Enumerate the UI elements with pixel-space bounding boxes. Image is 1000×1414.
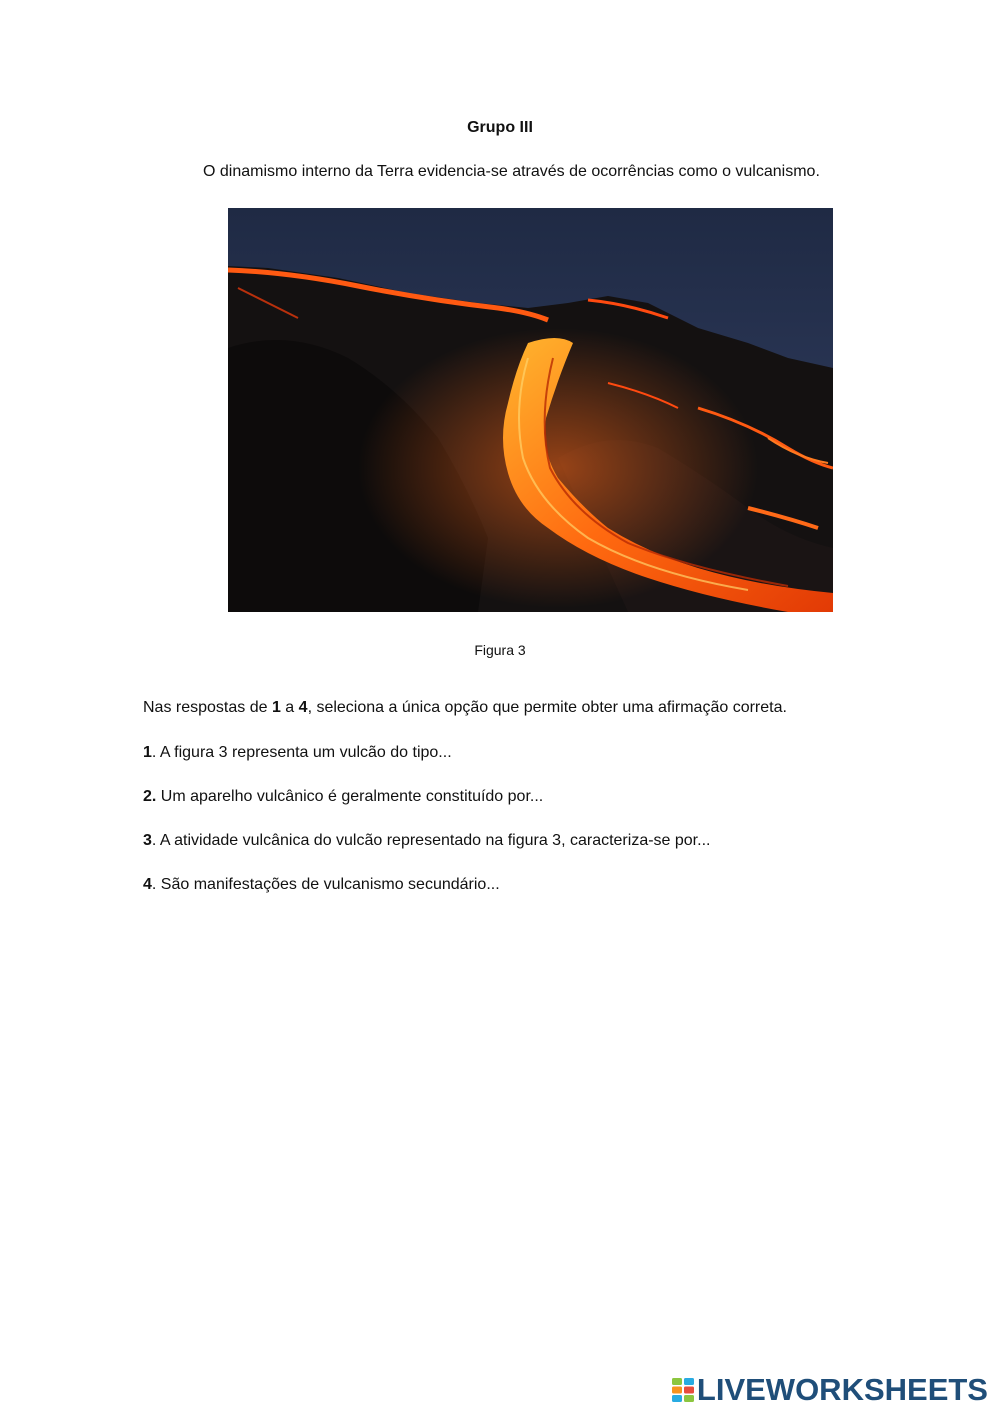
instructions-num-start: 1 [271, 699, 281, 716]
liveworksheets-logo-icon [672, 1378, 694, 1402]
question-number: 2. [143, 788, 157, 805]
group-title: Grupo III [467, 119, 533, 136]
question-2 [143, 788, 543, 806]
instructions [143, 699, 787, 717]
question-text: . São manifestações de vulcanismo secundário... [151, 876, 500, 893]
instructions-middle: a [280, 699, 299, 716]
liveworksheets-watermark[interactable] [672, 1374, 988, 1406]
question-4 [143, 876, 500, 894]
question-number: 3 [143, 832, 152, 849]
instructions-prefix: Nas respostas de [143, 699, 272, 716]
question-text: . A atividade vulcânica do vulcão representado na figura 3, caracteriza-se por... [151, 832, 711, 849]
question-1 [143, 744, 452, 762]
question-text: . A figura 3 representa um vulcão do tipo... [151, 744, 452, 761]
question-number: 4 [143, 876, 152, 893]
question-number: 1 [143, 744, 152, 761]
intro-text: O dinamismo interno da Terra evidencia-se através de ocorrências como o vulcanismo. [203, 163, 820, 180]
instructions-suffix: , seleciona a única opção que permite obter uma afirmação correta. [307, 699, 787, 716]
figure-caption: Figura 3 [474, 642, 526, 658]
watermark-text: LIVEWORKSHEETS [696, 1372, 988, 1407]
instructions-num-end: 4 [298, 699, 308, 716]
question-text: Um aparelho vulcânico é geralmente constituído por... [156, 788, 544, 805]
question-3 [143, 832, 710, 850]
lava-flow-image [228, 208, 833, 612]
